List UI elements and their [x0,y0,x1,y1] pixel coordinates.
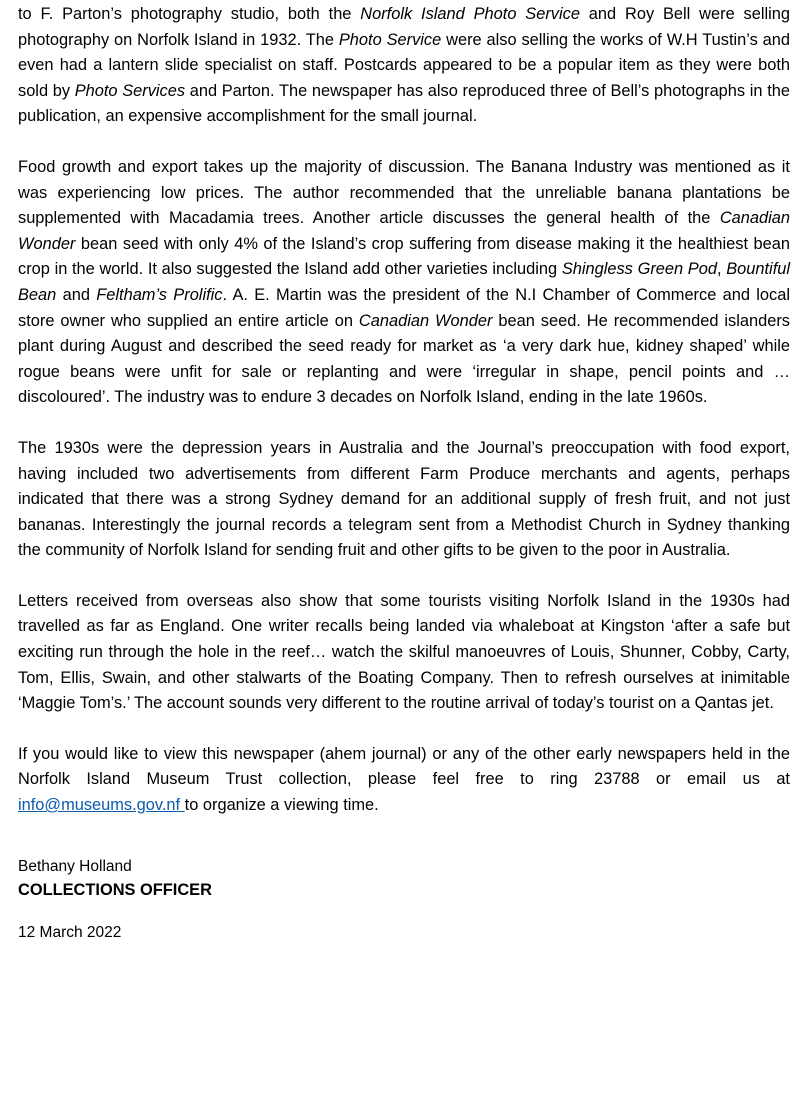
email-link[interactable]: info@museums.gov.nf [18,796,185,815]
body-paragraph [18,2,790,130]
text-run: The 1930s were the depression years in Australia and the Journal’s preoccupation with food export, having included two advertisements from different Farm Produce merchants and agents, perhaps indicated that there was a strong Sydney demand for an additional supply of fresh fruit, and not just bananas. Interestingly the journal records a telegram sent from a Methodist Church in Sydney thanking the community of Norfolk Island for sending fruit and other gifts to be given to the poor in Australia. [18,438,790,560]
author-name: Bethany Holland [18,857,132,875]
document-page [18,2,790,944]
author-title: COLLECTIONS OFFICER [18,880,212,899]
document-date: 12 March 2022 [18,923,122,941]
body-paragraph [18,589,790,717]
text-run: , [716,260,727,279]
text-run: . A. E. Martin was the president of the N.I Chamber of Commerce and local store owner who supplied an entire article on [18,285,790,330]
article-body [18,2,790,819]
text-run: and Parton. The newspaper has also reproduced three of Bell’s photographs in the publication, an expensive accomplishment for the small journal. [18,81,790,126]
italic-text: Bountiful Bean [18,260,791,304]
body-paragraph [18,436,790,564]
text-run: Food growth and export takes up the majority of discussion. The Banana Industry was mentioned as it was experiencing low prices. The author recommended that the unreliable banana plantations be supplemented with Macadamia trees. Another article discusses the general health of the [18,157,790,228]
text-run: bean seed. He recommended islanders plant during August and described the seed ready for market as ‘a very dark hue, kidney shaped’ while rogue beans were unfit for sale or replanting and were ‘irregular in shape, pencil points and …discoloured’. The industry was to endure 3 decades on Norfolk Island, ending in the late 1960s. [18,311,790,407]
text-run: to F. Parton’s photography studio, both the [18,5,361,23]
text-run: and [56,285,97,304]
text-run: were also selling the works of W.H Tustin’s and even had a lantern slide specialist on staff. Postcards appeared to be a popular item as they were both sold by [18,30,791,100]
body-paragraph [18,742,790,819]
text-run: to organize a viewing time. [184,796,379,815]
italic-text: Photo Services [74,81,186,100]
text-run: and Roy Bell were selling photography on Norfolk Island in 1932. The [18,5,790,49]
italic-text: Canadian Wonder [18,209,790,253]
italic-text: Canadian Wonder [358,311,493,330]
italic-text: Feltham’s Prolific [96,285,223,304]
italic-text: Norfolk Island Photo Service [360,5,580,23]
text-run: Letters received from overseas also show that some tourists visiting Norfolk Island in the 1930s had travelled as far as England. One writer recalls being landed via whaleboat at Kingston ‘after a safe but exciting run through the hole in the reef… watch the skilful manoeuvres of Louis, Shunner, Cobby, Carty, Tom, Ellis, Swain, and other stalwarts of the Boating Company. Then to refresh ourselves at inimitable ‘Maggie Tom’s.’ The account sounds very different to the routine arrival of today’s tourist on a Qantas jet. [18,591,790,713]
italic-text: Shingless Green Pod [561,260,717,279]
text-run: bean seed with only 4% of the Island’s crop suffering from disease making it the healthiest bean crop in the world. It also suggested the Island add other varieties including [18,234,790,279]
signature-block [18,856,790,944]
body-paragraph [18,155,790,411]
text-run: If you would like to view this newspaper (ahem journal) or any of the other early newspapers held in the Norfolk Island Museum Trust collection, please feel free to ring 23788 or email us at [18,744,790,789]
italic-text: Photo Service [338,30,442,49]
